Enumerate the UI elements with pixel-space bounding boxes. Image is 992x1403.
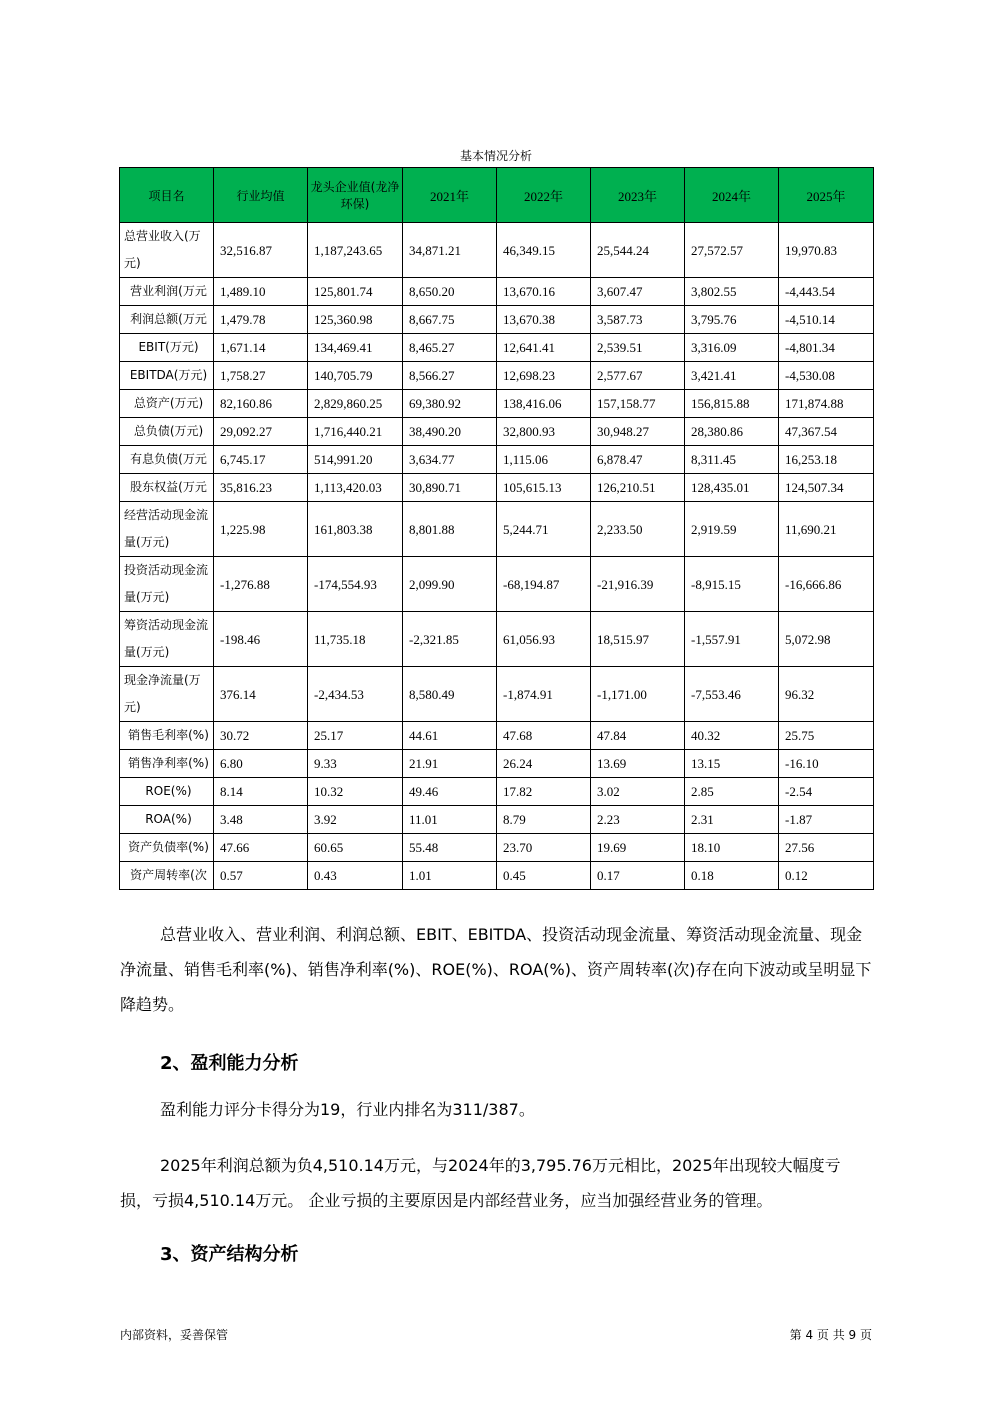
table-cell: 55.48 [403,834,497,862]
table-cell: 8.79 [497,806,591,834]
footer-note: 内部资料，妥善保管 [120,1328,229,1342]
table-cell: 125,801.74 [308,278,403,306]
table-cell: 3,421.41 [685,362,779,390]
table-cell: 3,795.76 [685,306,779,334]
table-cell: 44.61 [403,722,497,750]
table-cell: 2,829,860.25 [308,390,403,418]
table-cell: 8.14 [214,778,308,806]
table-cell: 16,253.18 [779,446,874,474]
row-label: 总资产(万元) [120,390,214,418]
table-cell: 376.14 [214,667,308,722]
table-cell: 19.69 [591,834,685,862]
table-cell: 128,435.01 [685,474,779,502]
row-label: 资产周转率(次 [120,862,214,890]
table-cell: 23.70 [497,834,591,862]
table-cell: 1,115.06 [497,446,591,474]
table-cell: 47.84 [591,722,685,750]
table-cell: 1,489.10 [214,278,308,306]
table-cell: 47,367.54 [779,418,874,446]
table-cell: 30,948.27 [591,418,685,446]
table-row [120,446,874,474]
table-cell: 82,160.86 [214,390,308,418]
table-cell: 12,698.23 [497,362,591,390]
table-cell: 6.80 [214,750,308,778]
table-cell: 2,233.50 [591,502,685,557]
header-cell: 项目名 [120,168,214,223]
table-cell: -1.87 [779,806,874,834]
table-cell: 105,615.13 [497,474,591,502]
table-cell: -1,276.88 [214,557,308,612]
table-cell: 2.31 [685,806,779,834]
table-cell: -2,321.85 [403,612,497,667]
row-label: 筹资活动现金流量(万元) [120,612,214,667]
table-cell: 13.69 [591,750,685,778]
table-cell: 0.18 [685,862,779,890]
header-cell: 2025年 [779,168,874,223]
table-cell: -2.54 [779,778,874,806]
table-cell: 1,113,420.03 [308,474,403,502]
table-cell: 30.72 [214,722,308,750]
table-cell: 96.32 [779,667,874,722]
table-row [120,474,874,502]
table-cell: 3,607.47 [591,278,685,306]
row-label: 总营业收入(万元) [120,223,214,278]
table-cell: 8,650.20 [403,278,497,306]
table-cell: 138,416.06 [497,390,591,418]
table-cell: 3.48 [214,806,308,834]
table-cell: 5,072.98 [779,612,874,667]
table-cell: 2,919.59 [685,502,779,557]
table-cell: 46,349.15 [497,223,591,278]
table-row [120,612,874,667]
table-cell: 2.85 [685,778,779,806]
table-cell: 13,670.38 [497,306,591,334]
table-cell: -4,801.34 [779,334,874,362]
table-cell: 11,735.18 [308,612,403,667]
table-cell: 8,465.27 [403,334,497,362]
table-cell: 27.56 [779,834,874,862]
header-cell: 2024年 [685,168,779,223]
table-row [120,306,874,334]
table-cell: 6,745.17 [214,446,308,474]
table-cell: 25.17 [308,722,403,750]
row-label: 资产负债率(%) [120,834,214,862]
score-paragraph: 盈利能力评分卡得分为19，行业内排名为311/387。 [160,1100,535,1119]
header-cell: 行业均值 [214,168,308,223]
table-row [120,722,874,750]
table-cell: 161,803.38 [308,502,403,557]
table-cell: 3.92 [308,806,403,834]
table-cell: 1,758.27 [214,362,308,390]
table-row [120,223,874,278]
table-cell: 126,210.51 [591,474,685,502]
table-cell: 30,890.71 [403,474,497,502]
table-cell: 18.10 [685,834,779,862]
row-label: 有息负债(万元 [120,446,214,474]
table-cell: -4,443.54 [779,278,874,306]
table-row [120,806,874,834]
table-cell: 1,671.14 [214,334,308,362]
table-cell: 0.43 [308,862,403,890]
table-cell: 3.02 [591,778,685,806]
table-row [120,418,874,446]
row-label: 销售净利率(%) [120,750,214,778]
table-cell: -1,171.00 [591,667,685,722]
table-cell: -7,553.46 [685,667,779,722]
table-cell: 13.15 [685,750,779,778]
table-cell: -2,434.53 [308,667,403,722]
table-cell: 32,800.93 [497,418,591,446]
table-row [120,334,874,362]
table-cell: 11.01 [403,806,497,834]
table-cell: 21.91 [403,750,497,778]
table-cell: -8,915.15 [685,557,779,612]
table-cell: 3,316.09 [685,334,779,362]
table-cell: 38,490.20 [403,418,497,446]
table-cell: 60.65 [308,834,403,862]
row-label: EBITDA(万元) [120,362,214,390]
table-cell: 157,158.77 [591,390,685,418]
table-cell: 35,816.23 [214,474,308,502]
row-label: 现金净流量(万元) [120,667,214,722]
table-cell: 11,690.21 [779,502,874,557]
section-heading: 3、资产结构分析 [160,1244,299,1265]
table-cell: 12,641.41 [497,334,591,362]
table-cell: 1.01 [403,862,497,890]
table-cell: 2.23 [591,806,685,834]
section-heading: 2、盈利能力分析 [160,1053,299,1074]
table-cell: 8,580.49 [403,667,497,722]
table-cell: 49.46 [403,778,497,806]
table-cell: 0.57 [214,862,308,890]
table-row [120,362,874,390]
table-cell: 34,871.21 [403,223,497,278]
table-cell: 8,311.45 [685,446,779,474]
table-cell: 171,874.88 [779,390,874,418]
table-cell: 47.66 [214,834,308,862]
table-cell: -16,666.86 [779,557,874,612]
table-cell: -4,530.08 [779,362,874,390]
table-cell: -1,874.91 [497,667,591,722]
row-label: 销售毛利率(%) [120,722,214,750]
table-cell: 3,802.55 [685,278,779,306]
summary-paragraph: 总营业收入、营业利润、利润总额、EBIT、EBITDA、投资活动现金流量、筹资活动现金流量、现金净流量、销售毛利率(%)、销售净利率(%)、ROE(%)、ROA(%)、资产周转率(次)存在向下波动或呈明显下降趋势。 [120,925,872,1014]
table-cell: 18,515.97 [591,612,685,667]
table-row [120,834,874,862]
table-cell: 13,670.16 [497,278,591,306]
table-cell: 25.75 [779,722,874,750]
table-row [120,502,874,557]
table-cell: -16.10 [779,750,874,778]
table-cell: 27,572.57 [685,223,779,278]
header-cell: 2022年 [497,168,591,223]
table-row [120,862,874,890]
table-cell: 28,380.86 [685,418,779,446]
table-cell: -21,916.39 [591,557,685,612]
header-cell: 2021年 [403,168,497,223]
table-cell: 2,577.67 [591,362,685,390]
table-header-row [120,168,874,223]
row-label: 投资活动现金流量(万元) [120,557,214,612]
table-row [120,278,874,306]
table-cell: 8,801.88 [403,502,497,557]
table-cell: -4,510.14 [779,306,874,334]
row-label: EBIT(万元) [120,334,214,362]
table-cell: 1,479.78 [214,306,308,334]
table-cell: 514,991.20 [308,446,403,474]
table-cell: 125,360.98 [308,306,403,334]
profit-paragraph: 2025年利润总额为负4,510.14万元，与2024年的3,795.76万元相比，2025年出现较大幅度亏损，亏损4,510.14万元。 企业亏损的主要原因是内部经营业务，应当加强经营业务的管理。 [120,1156,841,1210]
table-cell: 124,507.34 [779,474,874,502]
row-label: 经营活动现金流量(万元) [120,502,214,557]
table-cell: 10.32 [308,778,403,806]
table-cell: 1,187,243.65 [308,223,403,278]
row-label: 利润总额(万元 [120,306,214,334]
row-label: 股东权益(万元 [120,474,214,502]
table-row [120,557,874,612]
page-number: 第 4 页 共 9 页 [789,1328,872,1342]
table-cell: 2,539.51 [591,334,685,362]
financial-table [119,167,874,890]
header-cell: 2023年 [591,168,685,223]
table-cell: 32,516.87 [214,223,308,278]
table-cell: 61,056.93 [497,612,591,667]
table-cell: 140,705.79 [308,362,403,390]
table-cell: 9.33 [308,750,403,778]
table-cell: 3,587.73 [591,306,685,334]
row-label: 总负债(万元) [120,418,214,446]
table-cell: 26.24 [497,750,591,778]
table-cell: 25,544.24 [591,223,685,278]
table-cell: 29,092.27 [214,418,308,446]
table-cell: 1,225.98 [214,502,308,557]
row-label: 营业利润(万元 [120,278,214,306]
row-label: ROA(%) [120,806,214,834]
table-cell: 5,244.71 [497,502,591,557]
table-cell: 134,469.41 [308,334,403,362]
table-row [120,750,874,778]
table-caption: 基本情况分析 [459,149,532,163]
table-cell: 3,634.77 [403,446,497,474]
table-cell: 40.32 [685,722,779,750]
table-cell: 6,878.47 [591,446,685,474]
table-cell: 17.82 [497,778,591,806]
table-cell: 19,970.83 [779,223,874,278]
table-cell: 156,815.88 [685,390,779,418]
table-cell: 0.45 [497,862,591,890]
table-row [120,390,874,418]
table-cell: 2,099.90 [403,557,497,612]
row-label: ROE(%) [120,778,214,806]
table-cell: 0.12 [779,862,874,890]
table-row [120,667,874,722]
table-cell: 8,566.27 [403,362,497,390]
table-cell: -1,557.91 [685,612,779,667]
table-cell: 69,380.92 [403,390,497,418]
table-cell: 8,667.75 [403,306,497,334]
table-row [120,778,874,806]
table-cell: -198.46 [214,612,308,667]
table-cell: 1,716,440.21 [308,418,403,446]
table-cell: 0.17 [591,862,685,890]
table-cell: 47.68 [497,722,591,750]
table-cell: -68,194.87 [497,557,591,612]
header-cell: 龙头企业值(龙净环保) [308,168,403,223]
table-cell: -174,554.93 [308,557,403,612]
